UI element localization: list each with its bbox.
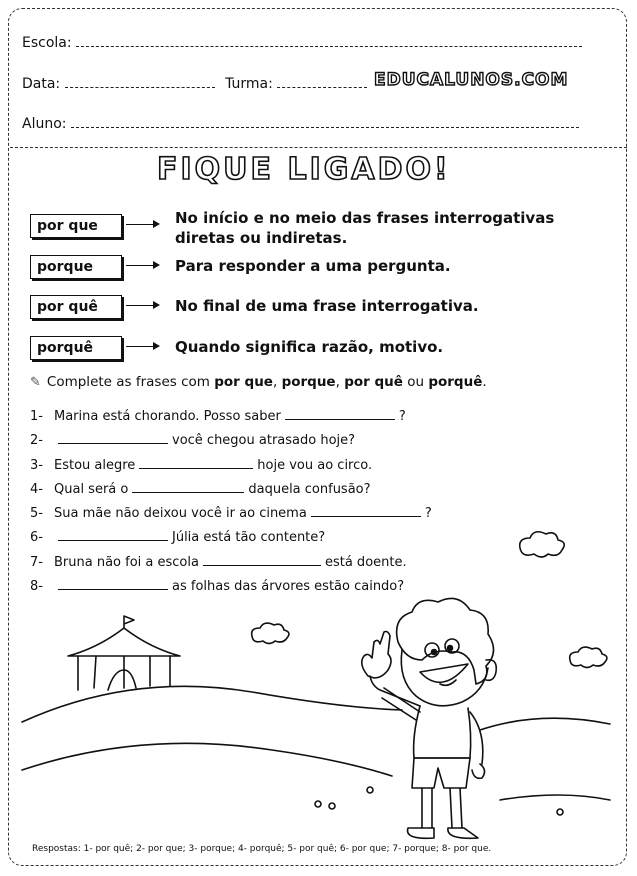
exercise-number: 6- [30,530,43,545]
cloud-icon [570,647,607,667]
rule-word: porquê [30,336,122,360]
circus-tent-icon [68,628,180,656]
cloud-icon [520,532,565,557]
rule-text: Quando significa razão, motivo. [175,338,444,356]
exercise-number: 3- [30,458,43,473]
exercise-text-before: Qual será o [54,482,129,497]
instruction-text: Complete as frases com [46,374,215,390]
exercise-text-after: ? [424,506,432,521]
instruction-word: porquê [428,374,483,390]
rule-word: por que [30,214,122,238]
instruction-separator: , [272,374,282,390]
cloud-icon [252,623,289,643]
exercise-text-after: Júlia está tão contente? [172,530,326,545]
exercise-text-before: Bruna não foi a escola [54,555,199,570]
exercise-number: 8- [30,579,43,594]
hill [22,686,402,722]
exercise-number: 1- [30,409,43,424]
exercise-number: 7- [30,555,43,570]
exercise-text-after: hoje vou ao circo. [257,458,373,473]
pencil-icon: ✎ [30,375,41,390]
hill [480,718,610,730]
boy-character [362,598,497,838]
instruction-separator: , [335,374,345,390]
page-title: FIQUE LIGADO! [157,152,451,187]
instruction-end: . [482,374,487,390]
hill [22,743,392,776]
exercise-number: 5- [30,506,43,521]
instruction-word: porque [281,374,336,390]
instruction-word: por quê [344,374,403,390]
exercise-text-after: você chegou atrasado hoje? [172,433,356,448]
student-label: Aluno: [22,116,67,132]
date-label: Data: [22,76,61,92]
rule-text: No início e no meio das frases interrogativas diretas ou indiretas. [175,209,555,247]
class-label: Turma: [225,76,273,92]
exercise-text-before: Marina está chorando. Posso saber [54,409,281,424]
exercise-text-before: Estou alegre [54,458,136,473]
instruction-separator: ou [402,374,429,390]
exercise-number: 2- [30,433,43,448]
school-label: Escola: [22,35,72,51]
hill [500,795,610,800]
instruction-word: por que [214,374,273,390]
exercise-number: 4- [30,482,43,497]
rule-text: Para responder a uma pergunta. [175,257,451,275]
exercise-text-after: daquela confusão? [248,482,371,497]
exercise-text-after: as folhas das árvores estão caindo? [172,579,405,594]
exercise-text-after: está doente. [324,555,407,570]
exercise-text-after: ? [398,409,406,424]
logo: EDUCALUNOS.COM [374,70,569,90]
exercise-text-before: Sua mãe não deixou você ir ao cinema [54,506,307,521]
rule-word: por quê [30,295,122,319]
rule-text: No final de uma frase interrogativa. [175,297,479,315]
rule-word: porque [30,255,122,279]
answer-key: Respostas: 1- por quê; 2- por que; 3- porque; 4- porquê; 5- por quê; 6- por que; 7- porque; 8- por que. [32,844,492,854]
